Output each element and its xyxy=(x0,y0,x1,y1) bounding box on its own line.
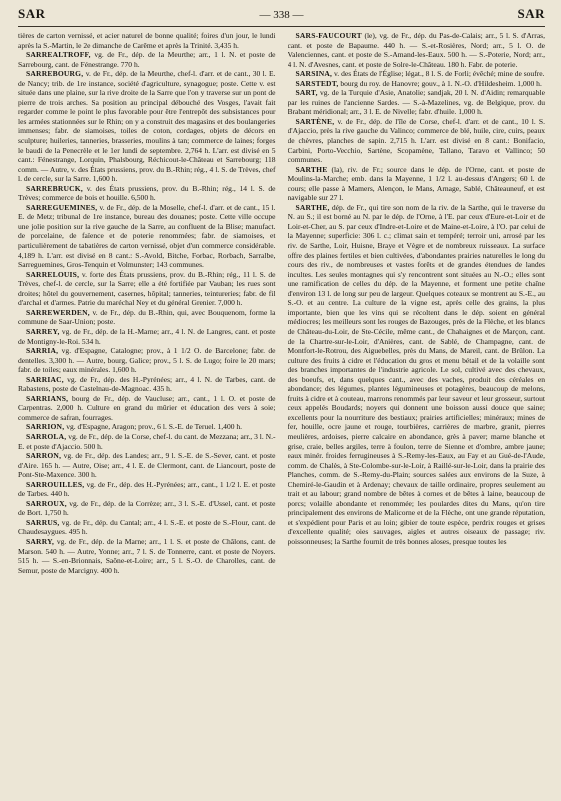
entry-text: v. des États prussiens, prov. du B.-Rhin; rég., 14 l. S. de Trèves; commerce de bois et houille. 6,500 h. xyxy=(18,183,276,203)
entry-text: tières de carton vernissé, et acier naturel de bonne qualité; foires d'un jour, le lundi après la S.-Martin, le 2e dimanche de Carême et après la Trinité. 3,435 h. xyxy=(18,31,276,50)
dictionary-entry xyxy=(288,31,546,69)
entry-text: vg. de Fr., dép. de la Meurthe; arr., 1 l. N. et poste de Sarrebourg, cant. de Fénestrange. 770 h. xyxy=(18,50,276,69)
entry-text: bourg du roy. de Hanovre; gouv., à 1. N.-O. d'Hildesheim. 1,000 h. xyxy=(340,78,542,88)
dictionary-entry xyxy=(18,499,276,518)
entry-text: vg. de Fr., dép. des Landes; arr., 9 l. S.-E. de S.-Sever, cant. et poste d'Aire. 165 h. — Autre, Oise; arr., 4 l. E. de Clermont, cant. de Liancourt, poste de Pont-Ste-Maxence. 300 h. xyxy=(18,451,276,480)
dictionary-entry xyxy=(18,422,276,432)
dictionary-entry xyxy=(18,31,276,50)
dictionary-entry xyxy=(18,50,276,69)
entry-headword: SARREALTROFF, xyxy=(26,50,91,60)
entry-text: vg. de Fr., dép. de la Corrèze; arr., 3 l. S.-E. d'Ussel, cant. et poste de Bort. 1,750 h. xyxy=(18,498,276,518)
left-column xyxy=(18,31,276,801)
dictionary-entry xyxy=(18,480,276,499)
entry-text: vg. de Fr., dép. des H.-Pyrénées; arr., 4 l. N. de Tarbes, cant. de Rabastens, poste de Castelnau-de-Magnoac. 435 h. xyxy=(18,374,276,394)
entry-headword: SARREGUEMINES, xyxy=(26,202,98,212)
entry-headword: SARTHE, xyxy=(295,202,330,212)
entry-text: v. de Fr., dép. de la Moselle, chef-l. d'arr. et de cant., 15 l. E. de Metz; tribunal de 1re instance, bureau des douanes; poste. Cette ville occupe une jolie position sur la rive gauche de la Sarre, au confluent de la Blise; manufact. de porcelaine, de faïence et de poterie renommées; fabr. de siamoises, et particulièrement de tabatières de carton vernissé, objet d'un commerce considérable. 4,189 h. L'arr. est divisé en 8 cant.: S.-Avold, Bitche, Forbac, Rorbach, Sarralbe, Sarreguemines, Gros-Tenquin et Volmunster; 143 communes. xyxy=(18,202,276,270)
entry-headword: SARS-FAUCOURT xyxy=(295,31,362,40)
entry-text: (la), riv. de Fr.; source dans le dép. de l'Orne, cant. et poste de Moulins-la-Marche; emb. dans la Mayenne, 1 1/2 l. au-dessus d'Angers; 60 l. de cours; elle passe à Mamers, Alençon, le Mans, Arnage, Sablé, Châteauneuf, et est navigable sur 27 l. xyxy=(287,164,545,203)
header-rule xyxy=(18,26,545,27)
dictionary-entry xyxy=(18,69,276,184)
page-header xyxy=(18,6,545,24)
entry-text: v. de Fr., dép. de la Meurthe, chef-l. d'arr. et de cant., 30 l. E. de Nancy; trib. de 1re instance, société d'agriculture, synagogue; poste. Cette v. est située dans une plaine, sur la rive droite de la Sarre que l'on y traverse sur un pont de pierre de trois arches. Sa position au principal débouché des Vosges, l'avait fait regarder comme le point le plus favorable pour être l'entrepôt des subsistances pour les armées stationnées sur le Rhin; on y a construit des magasins et des boulangeries immenses; fabr. de siamoises, toiles de coton, cordages, objets de décors en sculpture; huileries, tanneries, brasseries, moulins à tan; commerce de laines; forges le baudi de la Penecrèle et le 1er lundi de septembre. 2,764 h. L'arr. est divisé en 5 cant.: Fénestrange, Lorquin, Phalsbourg, Réchicout-le-Château et Sarrebourg; 118 comm. — Autre, v. des États prussiens, prov. du B.-Rhin; rég., 4 l. S. de Trèves, chef l. de cercle, sur la Sarre. 1,600 h. xyxy=(18,69,276,184)
page-number: — 338 — xyxy=(259,9,304,21)
entry-headword: SARTHE xyxy=(295,164,328,174)
entry-headword: SARRION, xyxy=(26,422,65,432)
entry-text: v. de Fr., dép. de l'île de Corse, chef-l. d'arr. et de cant., 10 l. S. d'Ajaccio, près la rive gauche du Valinco; commerce de blé, huile, cire, cuirs, peaux de chèvres, planches de sapin. 2,715 h. L'arr. est divisé en 8 cant.: Bonifacio, Carbini, Porto-Vecchio, Sartène, Scopamène, Tallano, Taravo et Vallinco; 50 communes. xyxy=(287,116,545,165)
entry-text: vg. de Fr., dép. du Cantal; arr., 4 l. S.-E. et poste de S.-Flour, cant. de Chaudesaygues. 495 h. xyxy=(18,517,276,537)
dictionary-entry xyxy=(288,165,546,203)
dictionary-entry xyxy=(18,203,276,270)
dictionary-entry xyxy=(18,308,276,327)
entry-text: bourg de Fr., dép. de Vaucluse; arr., cant., 1 l. O. et poste de Carpentras. 2,000 h. Culture en grand du mûrier et éducation des vers à soie; commerce de safran, fourrages. xyxy=(18,393,276,422)
entry-headword: SARREBOURG, xyxy=(26,69,84,79)
entry-text: vg. de Fr., dép. de la Corse, chef-l. du cant. de Mezzana; arr., 3 l. N.-E. et poste d'Ajaccio. 500 h. xyxy=(18,431,276,451)
entry-text: v. des États de l'Église; légat., 8 l. S. de Forli; évêché; mine de soufre. xyxy=(334,69,545,79)
entry-text: v. de Fr., dép. du B.-Rhin, qui, avec Bouquenom, forme la commune de Saar-Union; poste. xyxy=(18,307,276,327)
dictionary-entry xyxy=(18,432,276,451)
dictionary-entry xyxy=(18,184,276,203)
dictionary-entry xyxy=(288,117,546,165)
entry-headword: SART, xyxy=(295,88,318,98)
right-column xyxy=(288,31,546,801)
entry-text: vg. d'Espagne, Catalogne; prov., à 1 1/2 O. de Barcelone; fabr. de dentelles. 3,300 h. — Autre, bourg, Galice; prov., 5 l. S. de Lugo; foire le 20 mars; fabr. de toiles; eaux minérales. 1,600 h. xyxy=(18,346,276,375)
entry-headword: SARREY, xyxy=(26,326,60,336)
dictionary-entry xyxy=(18,537,276,575)
entry-headword: SARRIANS, xyxy=(26,393,69,403)
entry-headword: SARRIAC, xyxy=(26,374,64,384)
dictionary-entry xyxy=(18,518,276,537)
dictionary-entry xyxy=(18,346,276,375)
entry-text: vg. de la Turquie d'Asie, Anatolie; sandjak, 20 l. N. d'Aidin; remarquable par les ruines de l'ancienne Sardes. — S.-à-Mazelines, vg. de Belgique, prov. du Brabant méridional; arr., 3 l. E. de Nivelle; fabr. d'huile. 1,000 h. xyxy=(287,88,545,117)
dictionary-entry xyxy=(288,69,546,79)
dictionary-entry xyxy=(18,451,276,480)
dictionary-entry xyxy=(288,88,546,117)
dictionary-entry xyxy=(288,203,546,547)
dictionary-entry xyxy=(18,375,276,394)
entry-text: dép. de Fr., qui tire son nom de la riv. de la Sarthe, qui le traverse du N. au S.; il est borné au N. par le dép. de l'Orne, à l'E. par ceux d'Eure-et-Loir et de Loir-et-Cher, au S. par ceux d'Indre-et-Loire et de Maine-et-Loire, à l'O. par celui de la Mayenne; superficie: 306 l. c.; climat sain et tempéré; terroir uni, arrosé par les riv. de Sarthe, Loir, Huisne, Braye et Vègre et de nombreux ruisseaux. La surface offre des plaines fertiles et bien cultivées, d'abondantes prairies naturelles le long du cours des riv., de nombreuses et vastes forêts et de grandes étendues de landes incultes. Les seules montagnes qui s'y rencontrent sont situées au N.-O.; elles sont une ramification de celles du dép. de la Mayenne, et forment une petite chaîne d'environ 13 l. de long sur peu de largeur. Quelques coteaux se montrent au S.-E., au S.-O. et au centre. La culture de la vigne est, après celle des grains, la plus importante, bien que les vins qui se récoltent dans le dép. soient en général médiocres; les meilleurs sont les rouges de Bazouges, près de la Flèche, et les blancs de Château-du-Loir, de Ste-Cécile, même cant., de Chahaignes et de Marçon, cant. de la Chartre-sur-le-Loir, d'Anières, cant. de Sablé, de Champagne, cant. de Montfort-le-Rotrou, des Aiguebelles, près du Mans, de Mareil, cant. de Brûlon. La culture des fruits à cidre et l'éducation du gros et menu bétail et de la volaille sont des branches importantes de l'industrie agricole. Le sol, cultivé avec des chevaux, des boeufs, et, dans quelques cant., avec des vaches, produit des céréales en abondance; des légumes, plantes légumineuses et potagères, beaucoup de melons, fruits à cidre et à couteau, marrons renommés par leur saveur et leur grosseur, surtout ceux appelés Boudards; noyers qui donnent une boisson aussi douce que saine; excellents pour la nourriture des bestiaux; prairies artificielles; minéraux; mines de fer, houille, ocre jaune et rouge, tourbières, carrières de marbre, granit, pierres meulières, ardoises, pierre calcaire en abondance, grès à paver; marne blanche et grise, craie, belles argiles, terre à foulon, terre de Sienne et d'ombre, ambre jaune; eaux minér. froides ferrugineuses à S.-Remy-les-Eaux, au Fay et au Gué-de-l'Aude, comm. de Chalès, à Ste-Colombe-sur-le-Loir, à Raillé-sur-le-Loir, dans la prairie des Planches, comm. de S.-Remy-du-Plain; sources salées aux environs de la Suze, à Chemiré-le-Gaudin et à Ardenay; chevaux de taille ordinaire, propres seulement au trait et au labour; grand nombre de bêtes à cornes et de bêtes à laine, beaucoup de porcs; volaille abondante et renommée; les poulardes dites du Mans, qu'on tire principalement des environs de Malicorne et de la Flèche, ont une grande réputation, et s'expédient pour Paris et au loin; gibier de toute espèce, perdrix rouges et grises d'excellente qualité; oies sauvages, aigles et autres oiseaux de passage; riv. poissonneuses; la Sarthe fournit de très bonnes aloses, presque toutes les xyxy=(287,202,545,546)
two-columns xyxy=(18,31,545,801)
dictionary-entry xyxy=(18,327,276,346)
entry-headword: SARRIA, xyxy=(26,346,59,356)
entry-headword: SARSTEDT, xyxy=(295,78,339,88)
entry-headword: SARRY, xyxy=(26,536,55,546)
entry-headword: SARRON, xyxy=(26,451,62,461)
entry-text: vg. d'Espagne, Aragon; prov., 6 l. S.-E. de Teruel. 1,400 h. xyxy=(66,422,243,432)
entry-headword: SARRELOUIS, xyxy=(26,269,80,279)
dictionary-entry xyxy=(18,394,276,423)
entry-text: vg. de Fr., dép. de la Marne; arr., 1 l. S. et poste de Châlons, cant. de Marson. 540 h. — Autre, Yonne; arr., 7 l. S. de Tonnerre, cant. et poste de Noyers. 515 h. — S.-en-Brionnais, Saône-et-Loire; arr., 5 l. S.-O. de Charolles, cant. de Semur, poste de Marcigny. 400 h. xyxy=(18,536,276,575)
entry-headword: SARREBRUCK, xyxy=(26,183,83,193)
entry-headword: SARROUX, xyxy=(26,498,67,508)
entry-headword: SARTÈNE, xyxy=(295,116,335,126)
entry-headword: SARROUILLES, xyxy=(26,479,85,489)
entry-headword: SARSINA, xyxy=(295,69,333,79)
running-head-left: SAR xyxy=(18,6,46,21)
dictionary-entry xyxy=(18,270,276,308)
entry-text: vg. de Fr., dép. de la H.-Marne; arr., 4 l. N. de Langres, cant. et poste de Montigny-le-Roi. 534 h. xyxy=(18,326,276,346)
entry-headword: SARROLA, xyxy=(26,431,67,441)
entry-text: v. forte des États prussiens, prov. du B.-Rhin; rég., 11 l. S. de Trèves, chef-l. de cercle, sur la Sarre; elle a été fortifiée par Vauban; les rues sont droites; hôtel du gouvernement, casernes, hôpital; tanneries, teintureries; fabr. de fil d'archal et d'armes. Patrie du maréchal Ney et du général Grenier. 7,000 h. xyxy=(18,269,276,308)
running-head-right: SAR xyxy=(517,6,545,21)
entry-headword: SARRUS, xyxy=(26,517,60,527)
entry-headword: SARREWERDEN, xyxy=(26,307,90,317)
entry-text: vg. de Fr., dép. des H.-Pyrénées; arr., cant., 1 1/2 l. E. et poste de Tarbes. 440 h. xyxy=(18,479,276,499)
dictionary-entry xyxy=(288,79,546,89)
entry-text: (le), vg. de Fr., dép. du Pas-de-Calais; arr., 5 l. S. d'Arras, cant. et poste de Bapaume. 440 h. — S.-et-Rosières, Nord; arr., 5 l. O. de Valenciennes, cant. et poste de S.-Amand-les-Eaux. 500 h. — S.-Poterie, Nord; arr., 4 l. N. d'Avesnes, cant. et poste de Solre-le-Château. 180 h. Fabr. de poterie. xyxy=(287,31,545,69)
